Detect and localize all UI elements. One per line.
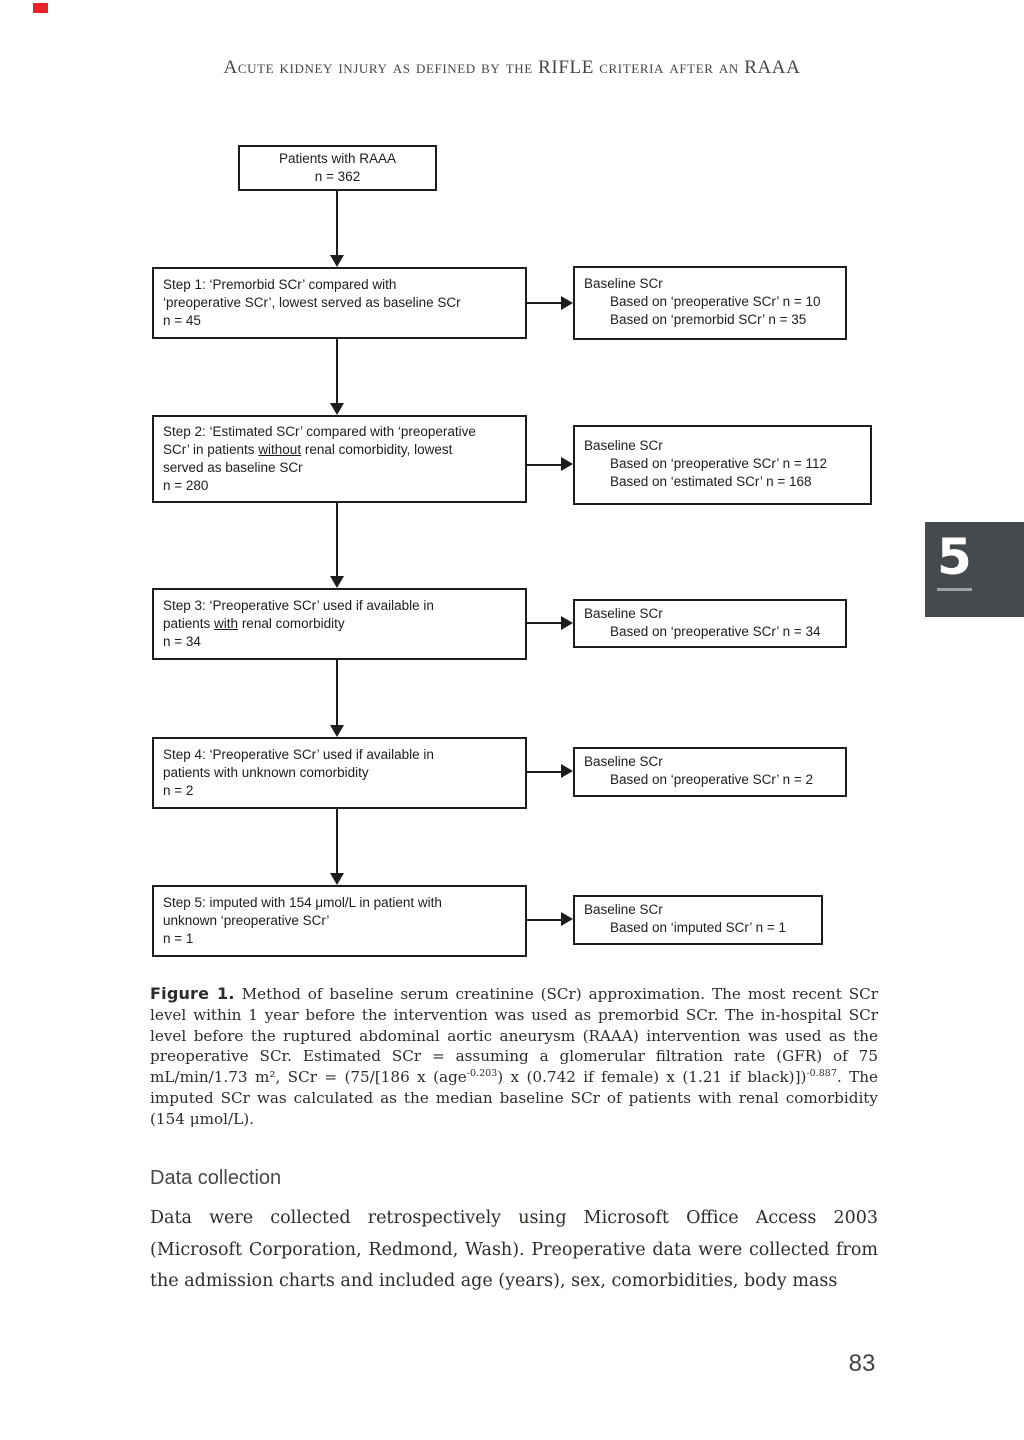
connector-line [527, 919, 561, 921]
figure-caption [150, 984, 878, 1130]
caption-part3: . The imputed SCr was calculated as the median baseline SCr of patients with renal comorbidity (154 μmol/L). [150, 1068, 878, 1128]
step1-line2: ‘preoperative SCr’, lowest served as baseline SCr [163, 295, 461, 310]
flow-box-start [238, 145, 437, 191]
baseline2-line1: Based on ‘preoperative SCr’ n = 112 [610, 456, 828, 471]
flow-box-step2 [152, 415, 527, 503]
caption-exponent2: -0.887 [806, 1068, 837, 1080]
arrow-down-icon [330, 255, 344, 267]
baseline3-line1: Based on ‘preoperative SCr’ n = 34 [610, 624, 821, 639]
step2-line2-underlined: without [258, 442, 302, 457]
step1-line1: Step 1: ‘Premorbid SCr’ compared with [163, 277, 397, 292]
step1-n: n = 45 [163, 313, 201, 328]
step2-line2-post: renal comorbidity, lowest [301, 442, 453, 457]
flow-box-step4 [152, 737, 527, 809]
caption-part2: ) x (0.742 if female) x (1.21 if black)]) [497, 1068, 807, 1087]
arrow-down-icon [330, 576, 344, 588]
figure-label: Figure 1. [150, 984, 235, 1003]
arrow-right-icon [561, 912, 573, 926]
connector-line [336, 809, 338, 873]
connector-line [336, 339, 338, 403]
arrow-down-icon [330, 725, 344, 737]
flow-box-baseline3 [573, 599, 847, 648]
step3-line2-post: renal comorbidity [238, 616, 345, 631]
baseline5-title: Baseline SCr [584, 902, 663, 917]
chapter-number: 5 [937, 528, 972, 586]
connector-line [527, 464, 561, 466]
step3-line2-underlined: with [214, 616, 239, 631]
step4-line2: patients with unknown comorbidity [163, 765, 369, 780]
arrow-down-icon [330, 403, 344, 415]
chapter-tab [925, 522, 1024, 617]
baseline5-line1: Based on ‘imputed SCr’ n = 1 [610, 920, 786, 935]
baseline1-line2: Based on ‘premorbid SCr’ n = 35 [610, 312, 807, 327]
connector-line [527, 622, 561, 624]
caption-part1: Method of baseline serum creatinine (SCr) approximation. The most recent SCr level within 1 year before the intervention was used as premorbid SCr. The in-hospital SCr level before the ruptured abdominal aortic aneurysm (RAAA) intervention was used as the preoperative SCr. Estimated SCr = assuming a glomerular filtration rate (GFR) of 75 mL/min/1.73 m², SCr = (75/[186 x (age [150, 985, 878, 1087]
step4-n: n = 2 [163, 783, 194, 798]
flow-box-baseline1 [573, 266, 847, 340]
connector-line [527, 302, 561, 304]
step3-line2-pre: patients [163, 616, 215, 631]
start-line2: n = 362 [314, 169, 361, 184]
step5-line2: unknown ‘preoperative SCr’ [163, 913, 330, 928]
caption-exponent1: -0.203 [466, 1068, 498, 1080]
step2-line1: Step 2: ‘Estimated SCr’ compared with ‘preoperative [163, 424, 476, 439]
baseline2-title: Baseline SCr [584, 438, 663, 453]
flow-box-baseline5 [573, 895, 823, 945]
flow-box-step3 [152, 588, 527, 660]
baseline1-line1: Based on ‘preoperative SCr’ n = 10 [610, 294, 821, 309]
arrow-right-icon [561, 296, 573, 310]
body-paragraph: Data were collected retrospectively using Microsoft Office Access 2003 (Microsoft Corporation, Redmond, Wash). Preoperative data were collected from the admission charts and included age (years), sex, comorbidities, body mass [150, 1208, 878, 1291]
flow-box-baseline4 [573, 747, 847, 797]
connector-line [336, 503, 338, 576]
baseline4-title: Baseline SCr [584, 754, 663, 769]
connector-line [336, 190, 338, 255]
step3-n: n = 34 [163, 634, 201, 649]
step2-line3: served as baseline SCr [163, 460, 303, 475]
step5-n: n = 1 [163, 931, 194, 946]
start-line1: Patients with RAAA [278, 151, 397, 166]
baseline2-line2: Based on ‘estimated SCr’ n = 168 [610, 474, 812, 489]
step3-line2 [163, 615, 516, 633]
step4-line1: Step 4: ‘Preoperative SCr’ used if available in [163, 747, 434, 762]
step2-line2 [163, 441, 516, 459]
step2-line2-pre: SCr’ in patients [163, 442, 259, 457]
step5-line1: Step 5: imputed with 154 μmol/L in patient with [163, 895, 442, 910]
running-header: Acute kidney injury as defined by the RIFLE criteria after an RAAA [223, 57, 801, 78]
arrow-down-icon [330, 873, 344, 885]
section-heading: Data collection [150, 1167, 282, 1189]
step2-n: n = 280 [163, 478, 209, 493]
arrow-right-icon [561, 764, 573, 778]
baseline4-line1: Based on ‘preoperative SCr’ n = 2 [610, 772, 813, 787]
baseline1-title: Baseline SCr [584, 276, 663, 291]
step3-line1: Step 3: ‘Preoperative SCr’ used if available in [163, 598, 434, 613]
flow-box-baseline2 [573, 425, 872, 505]
arrow-right-icon [561, 616, 573, 630]
flow-box-step1 [152, 267, 527, 339]
baseline3-title: Baseline SCr [584, 606, 663, 621]
chapter-tab-underline [937, 588, 972, 591]
red-corner-marker [33, 3, 48, 13]
arrow-right-icon [561, 457, 573, 471]
flow-box-step5 [152, 885, 527, 957]
page-number: 83 [848, 1350, 876, 1377]
connector-line [336, 660, 338, 725]
connector-line [527, 771, 561, 773]
